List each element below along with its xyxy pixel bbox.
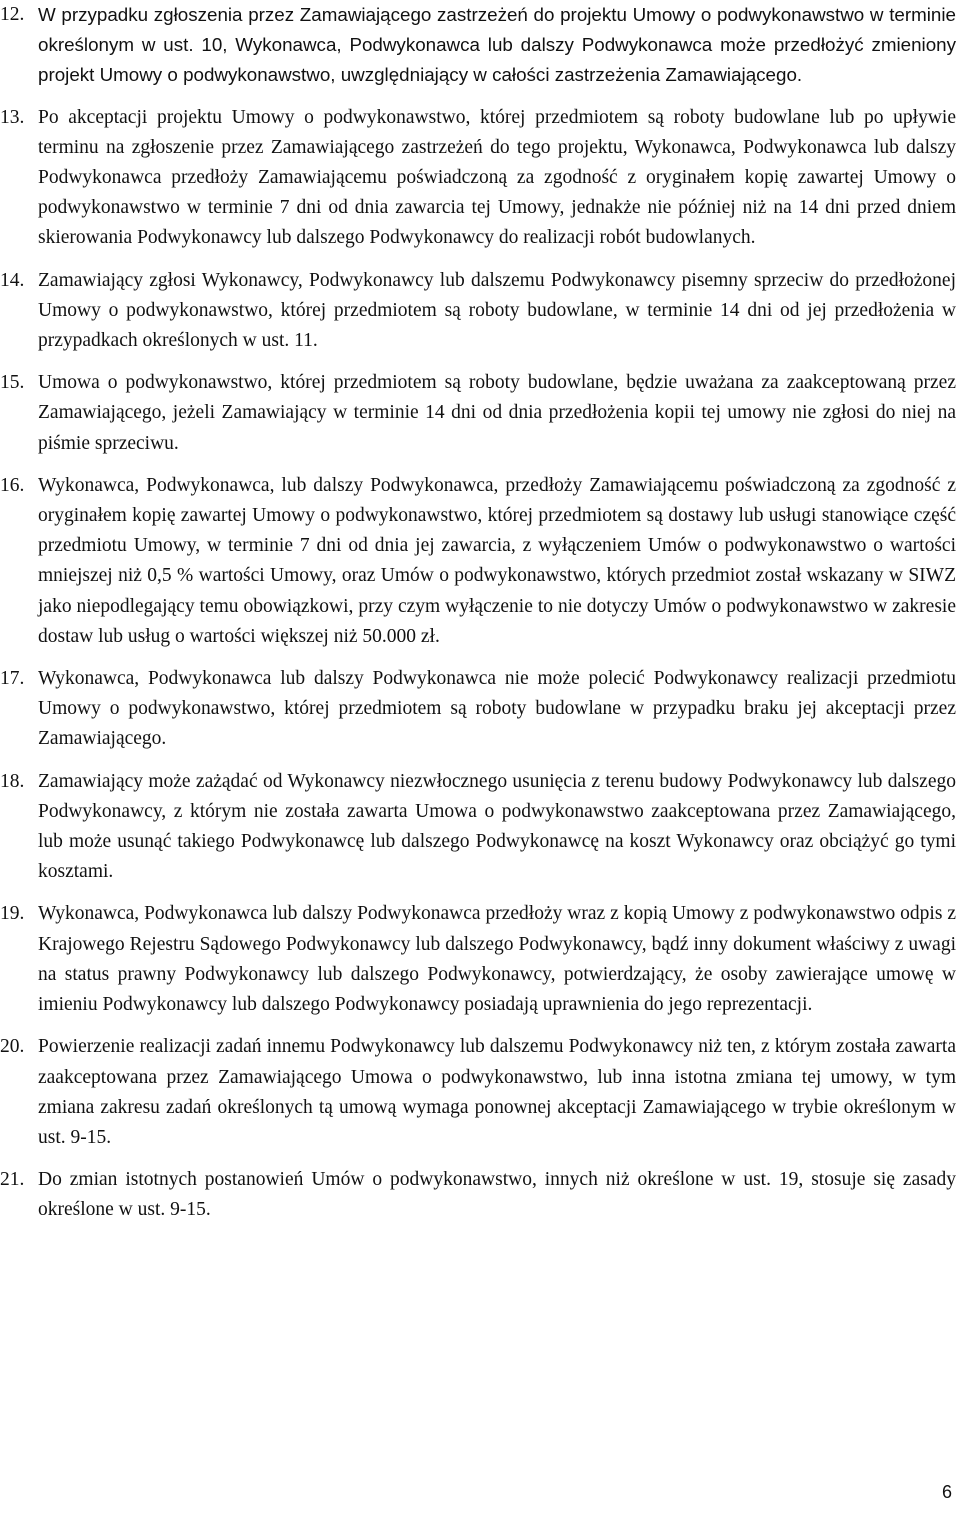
clause-item-20 (0, 1032, 956, 1153)
clause-item-14 (0, 266, 956, 357)
page-number: 6 (941, 1482, 952, 1502)
clause-item-12 (0, 0, 956, 91)
clause-item-21 (0, 1165, 956, 1225)
clause-item-16 (0, 471, 956, 652)
clause-text: Zamawiający może zażądać od Wykonawcy niezwłocznego usunięcia z terenu budowy Podwykonawcy lub dalszego Podwykonawcy, z którym nie została zawarta Umowa o podwykonawstwo zaakceptowana przez Zamawiającego, lub może usunąć takiego Podwykonawcę lub dalszego Podwykonawcę na koszt Wykonawcy oraz obciążyć go tymi kosztami. (38, 770, 956, 883)
clause-text: Wykonawca, Podwykonawca, lub dalszy Podwykonawca, przedłoży Zamawiającemu poświadczoną za zgodność z oryginałem kopię zawartej Umowy o podwykonawstwo, której przedmiotem są dostawy lub usługi stanowiące część przedmiotu Umowy, w terminie 7 dni od dnia jej zawarcia, z wyłączeniem Umów o podwykonawstwo o wartości mniejszej niż 0,5 % wartości Umowy, oraz Umów o podwykonawstwo, których przedmiot został wskazany w SIWZ jako niepodlegający temu obowiązkowi, przy czym wyłączenie to nie dotyczy Umów o podwykonawstwo w zakresie dostaw lub usług o wartości większej niż 50.000 zł. (38, 474, 956, 647)
clause-text: W przypadku zgłoszenia przez Zamawiającego zastrzeżeń do projektu Umowy o podwykonawstwo w terminie określonym w ust. 10, Wykonawca, Podwykonawca lub dalszy Podwykonawca może przedłożyć zmieniony projekt Umowy o podwykonawstwo, uwzględniający w całości zastrzeżenia Zamawiającego. (38, 4, 956, 86)
clause-number: 15. (0, 372, 25, 394)
clause-text: Umowa o podwykonawstwo, której przedmiotem są roboty budowlane, będzie uważana za zaakceptowaną przez Zamawiającego, jeżeli Zamawiający w terminie 14 dni od dnia przedłożenia kopii tej umowy nie zgłosi do niej na piśmie sprzeciwu. (38, 372, 956, 454)
clause-item-15 (0, 368, 956, 459)
clause-item-19 (0, 899, 956, 1020)
clause-number: 20. (0, 1036, 25, 1058)
clause-number: 14. (0, 269, 25, 291)
clause-number: 12. (0, 4, 25, 25)
clause-item-13 (0, 103, 956, 254)
clause-number: 16. (0, 474, 25, 496)
clause-text: Wykonawca, Podwykonawca lub dalszy Podwykonawca nie może polecić Podwykonawcy realizacji przedmiotu Umowy o podwykonawstwo, której przedmiotem są roboty budowlane w przypadku braku jej akceptacji przez Zamawiającego. (38, 668, 956, 750)
clause-text: Po akceptacji projektu Umowy o podwykonawstwo, której przedmiotem są roboty budowlane lub po upływie terminu na zgłoszenie przez Zamawiającego zastrzeżeń do tego projektu, Wykonawca, Podwykonawca lub dalszy Podwykonawca przedłoży Zamawiającemu poświadczoną za zgodność z oryginałem kopię zawartej Umowy o podwykonawstwo w terminie 7 dni od dnia zawarcia tej Umowy, jednakże nie później niż na 14 dni przed dniem skierowania Podwykonawcy lub dalszego Podwykonawcy do realizacji robót budowlanych. (38, 106, 956, 249)
clause-text: Powierzenie realizacji zadań innemu Podwykonawcy lub dalszemu Podwykonawcy niż ten, z którym została zawarta zaakceptowana przez Zamawiającego Umowa o podwykonawstwo, lub inna istotna zmiana tej umowy, w tym zmiana zakresu zadań określonych tą umową wymaga ponownej akceptacji Zamawiającego w trybie określonym w ust. 9-15. (38, 1036, 956, 1148)
clause-item-18 (0, 767, 956, 888)
clause-number: 21. (0, 1169, 25, 1191)
clause-number: 17. (0, 668, 25, 690)
clause-text: Zamawiający zgłosi Wykonawcy, Podwykonawcy lub dalszemu Podwykonawcy pisemny sprzeciw do przedłożonej Umowy o podwykonawstwo, której przedmiotem są roboty budowlane, w terminie 14 dni od jej przedłożenia w przypadkach określonych w ust. 11. (38, 269, 956, 352)
clause-text: Wykonawca, Podwykonawca lub dalszy Podwykonawca przedłoży wraz z kopią Umowy z podwykonawstwo odpis z Krajowego Rejestru Sądowego Podwykonawcy lub dalszego Podwykonawcy, bądź inny dokument właściwy z uwagi na status prawny Podwykonawcy lub dalszego Podwykonawcy, potwierdzający, że osoby zawierające umowę w imieniu Podwykonawcy lub dalszego Podwykonawcy posiadają uprawnienia do jego reprezentacji. (38, 903, 956, 1016)
clause-number: 18. (0, 770, 25, 792)
clause-text: Do zmian istotnych postanowień Umów o podwykonawstwo, innych niż określone w ust. 19, stosuje się zasady określone w ust. 9-15. (38, 1169, 956, 1221)
clause-item-17 (0, 664, 956, 755)
clause-number: 13. (0, 106, 25, 128)
clause-number: 19. (0, 903, 25, 925)
